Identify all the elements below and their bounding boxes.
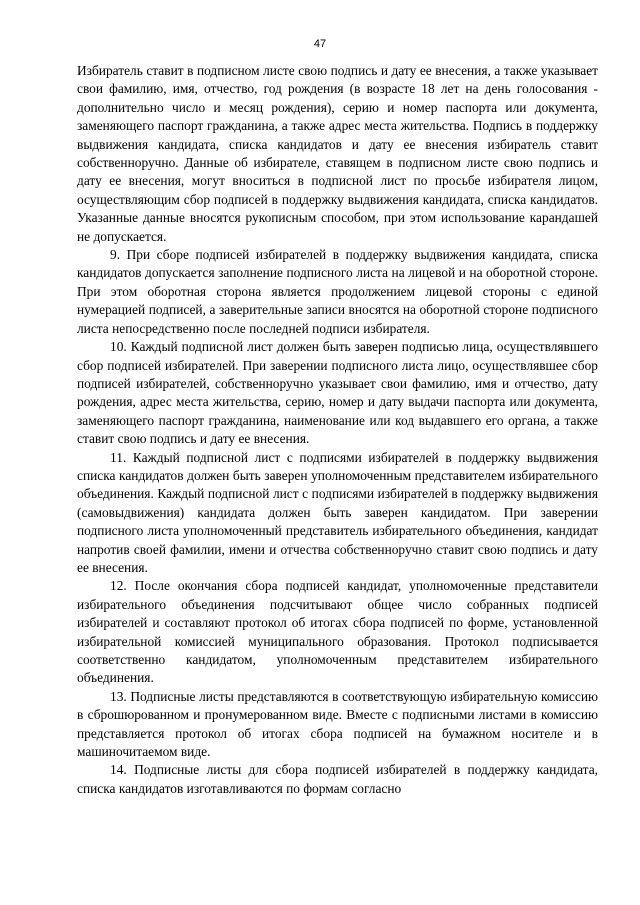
paragraph-continuation: Избиратель ставит в подписном листе свою подпись и дату ее внесения, а также указывает свои фамилию, имя, отчество, год рождения (в возрасте 18 лет на день голосования - дополнительно число и месяц рождения), серию и номер паспорта или документа, заменяющего паспорт гражданина, а также адрес места жительства. Подпись в поддержку выдвижения кандидата, списка кандидатов и дату ее внесения избиратель ставит собственноручно. Данные об избирателе, ставящем в подписном листе свою подпись и дату ее внесения, могут вноситься в подписной лист по просьбе избирателя лицом, осуществляющим сбор подписей в поддержку выдвижения кандидата, списка кандидатов. Указанные данные вносятся рукописным способом, при этом использование карандашей не допускается.: [77, 63, 598, 244]
page-number: 47: [313, 38, 327, 50]
paragraph-item-12: 12. После окончания сбора подписей кандидат, уполномоченные представители избирательного объединения подсчитывают общее число собранных подписей избирателей и составляют протокол об итогах сбора подписей по форме, установленной избирательной комиссией муниципального образования. Протокол подписывается соответственно кандидатом, уполномоченным представителем избирательного объединения.: [77, 578, 598, 686]
document-body: [77, 62, 598, 798]
paragraph-item-10: 10. Каждый подписной лист должен быть заверен подписью лица, осуществлявшего сбор подписей избирателей. При заверении подписного листа лицо, осуществлявшее сбор подписей избирателей, собственноручно указывает свои фамилию, имя и отчество, дату рождения, адрес места жительства, серию, номер и дату выдачи паспорта или документа, заменяющего паспорт гражданина, наименование или код выдавшего его органа, а также ставит свою подпись и дату ее внесения.: [77, 339, 598, 447]
paragraph-item-13: 13. Подписные листы представляются в соответствующую избирательную комиссию в сброшюрованном и пронумерованном виде. Вместе с подписными листами в комиссию представляется протокол об итогах сбора подписей на бумажном носителе и в машиночитаемом виде.: [77, 688, 598, 760]
paragraph-item-11: 11. Каждый подписной лист с подписями избирателей в поддержку выдвижения списка кандидатов должен быть заверен уполномоченным представителем избирательного объединения. Каждый подписной лист с подписями избирателей в поддержку выдвижения (самовыдвижения) кандидата должен быть заверен кандидатом. При заверении подписного листа уполномоченный представитель избирательного объединения, кандидат напротив своей фамилии, имени и отчества собственноручно ставит свою подпись и дату ее внесения.: [77, 449, 598, 575]
paragraph-item-14: 14. Подписные листы для сбора подписей избирателей в поддержку кандидата, списка кандидатов изготавливаются по формам согласно: [77, 762, 598, 796]
paragraph-item-9: 9. При сборе подписей избирателей в поддержку выдвижения кандидата, списка кандидатов допускается заполнение подписного листа на лицевой и на оборотной стороне. При этом оборотная сторона является продолжением лицевой стороны с единой нумерацией подписей, а заверительные записи вносятся на оборотной стороне подписного листа непосредственно после последней подписи избирателя.: [77, 247, 598, 336]
